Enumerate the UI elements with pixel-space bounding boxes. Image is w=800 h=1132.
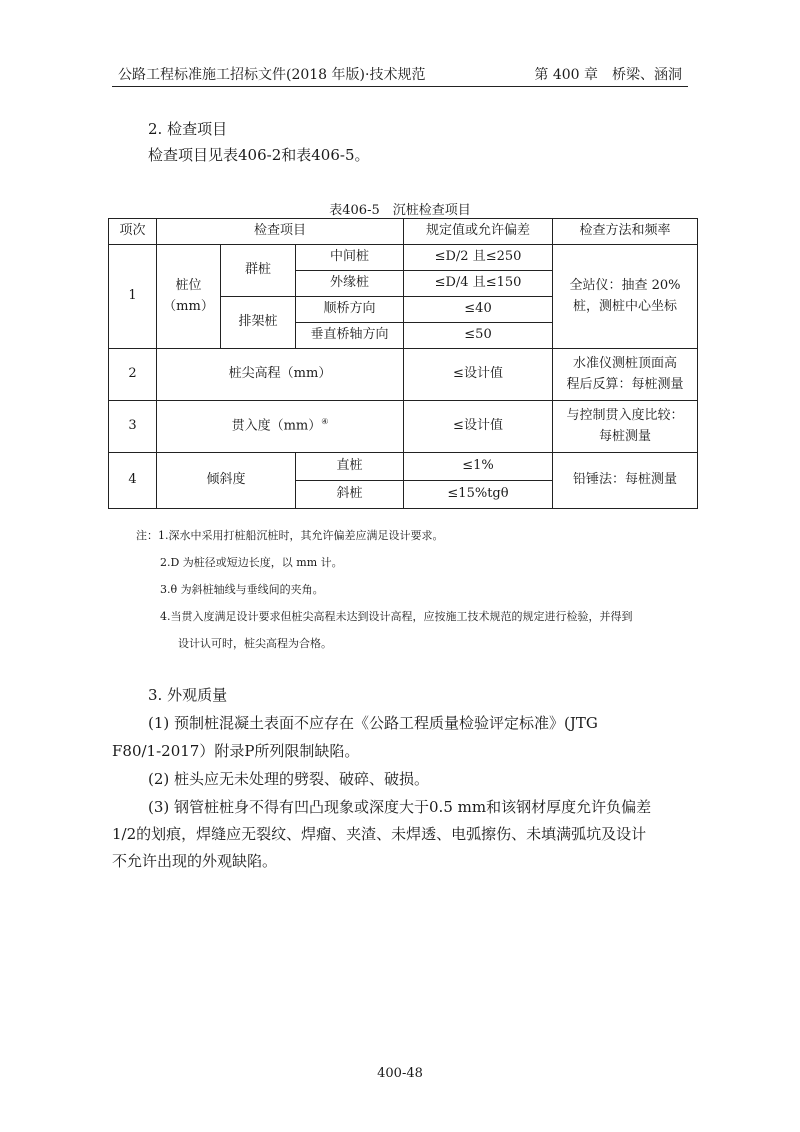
row1-method-line2: 桩，测桩中心坐标 [572, 298, 677, 314]
footnote-4-mark: ④ [321, 416, 329, 426]
section-3-para-2: (2) 桩头应无未处理的劈裂、破碎、破损。 [148, 770, 430, 788]
row1-item-unit: （mm） [163, 298, 214, 314]
section-2-text: 检查项目见表406-2和表406-5。 [148, 146, 370, 164]
outer-pile-spec: ≤D/4 且≤150 [404, 271, 553, 297]
table-note-2: 2.D 为桩径或短边长度，以 mm 计。 [160, 556, 343, 569]
section-2-heading: 2. 检查项目 [148, 120, 228, 138]
straight-pile-label: 直桩 [296, 453, 404, 481]
row1-item-name: 桩位 [175, 277, 202, 293]
row1-method-line1: 全站仪：抽查 20% [569, 277, 681, 293]
row1-item [157, 245, 221, 349]
header-method: 检查方法和频率 [553, 219, 698, 245]
row3-spec: ≤设计值 [404, 401, 553, 453]
row2-item: 桩尖高程（mm） [157, 349, 404, 401]
row3-item [157, 401, 404, 453]
row3-item-text: 贯入度（mm） [231, 418, 322, 434]
row3-method-line1: 与控制贯入度比较： [566, 407, 684, 423]
inclined-pile-label: 斜桩 [296, 481, 404, 509]
table-note-4: 4.当贯入度满足设计要求但桩尖高程未达到设计高程，应按施工技术规范的规定进行检验，并得到 [160, 610, 633, 623]
row1-index: 1 [109, 245, 157, 349]
header-spec: 规定值或允许偏差 [404, 219, 553, 245]
header-index: 项次 [109, 219, 157, 245]
section-3-para-1-cont: F80/1-2017）附录P所列限制缺陷。 [112, 742, 360, 760]
row1-method [553, 245, 698, 349]
along-bridge-label: 顺桥方向 [296, 297, 404, 323]
section-3-para-3-cont: 1/2的划痕，焊缝应无裂纹、焊瘤、夹渣、未焊透、电弧擦伤、未填满弧坑及设计 [112, 825, 647, 843]
section-3-heading: 3. 外观质量 [148, 686, 228, 704]
section-3-para-1: (1) 预制桩混凝土表面不应存在《公路工程质量检验评定标准》(JTG [148, 714, 598, 732]
row4-index: 4 [109, 453, 157, 509]
row4-method: 铅锤法：每桩测量 [553, 453, 698, 509]
page-number: 400-48 [377, 1066, 423, 1081]
table-title: 表406-5 沉桩检查项目 [329, 203, 471, 218]
page-header-right: 第 400 章 桥梁、涵洞 [534, 67, 682, 83]
row2-method [553, 349, 698, 401]
row4-item: 倾斜度 [157, 453, 296, 509]
page-header-left: 公路工程标准施工招标文件(2018 年版)·技术规范 [118, 67, 426, 83]
row3-method-line2: 每桩测量 [598, 428, 651, 444]
straight-pile-spec: ≤1% [404, 453, 553, 481]
row3-index: 3 [109, 401, 157, 453]
middle-pile-label: 中间桩 [296, 245, 404, 271]
header-rule [112, 86, 688, 87]
header-item: 检查项目 [157, 219, 404, 245]
along-bridge-spec: ≤40 [404, 297, 553, 323]
row2-spec: ≤设计值 [404, 349, 553, 401]
row2-method-line1: 水准仪测桩顶面高 [572, 355, 677, 371]
table-note-3: 3.θ 为斜桩轴线与垂线间的夹角。 [160, 583, 324, 596]
section-3-para-3-end: 不允许出现的外观缺陷。 [112, 852, 278, 870]
inspection-table [108, 218, 698, 509]
perp-bridge-label: 垂直桥轴方向 [296, 323, 404, 349]
table-note-4-cont: 设计认可时，桩尖高程为合格。 [178, 637, 332, 650]
outer-pile-label: 外缘桩 [296, 271, 404, 297]
section-3-para-3: (3) 钢管桩桩身不得有凹凸现象或深度大于0.5 mm和该钢材厚度允许负偏差 [148, 798, 652, 816]
bent-pile-label: 排架桩 [221, 297, 296, 349]
inclined-pile-spec: ≤15%tgθ [404, 481, 553, 509]
row2-method-line2: 程后反算：每桩测量 [566, 376, 684, 392]
table-note-1: 注：1.深水中采用打桩船沉桩时，其允许偏差应满足设计要求。 [136, 529, 444, 542]
row3-method [553, 401, 698, 453]
middle-pile-spec: ≤D/2 且≤250 [404, 245, 553, 271]
perp-bridge-spec: ≤50 [404, 323, 553, 349]
group-pile-label: 群桩 [221, 245, 296, 297]
row2-index: 2 [109, 349, 157, 401]
